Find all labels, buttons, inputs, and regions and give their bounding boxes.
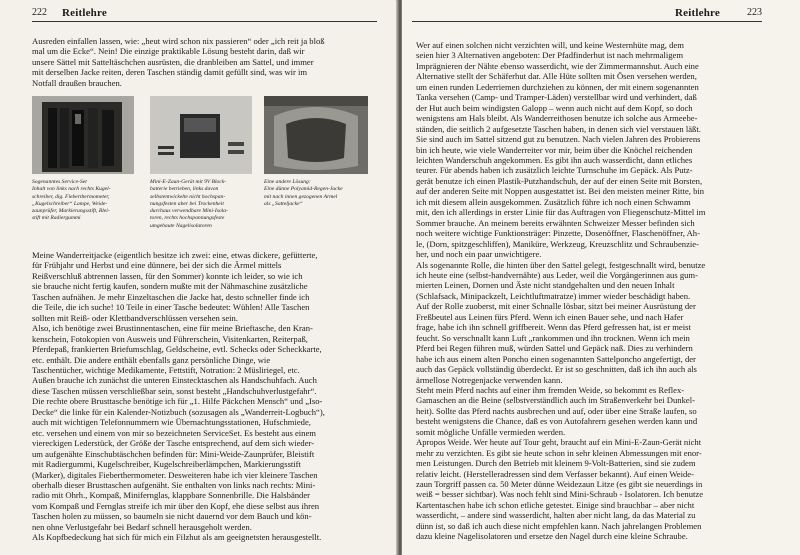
photo-mini-fence-device: [150, 96, 252, 174]
page-header: [412, 7, 762, 21]
text-line: dünn ist, so daß ich auch diese nicht empfehlen kann. Nach jahrelangen Problemen: [416, 520, 702, 531]
text-line: Pferd bei Regen führen muß, würden Sattel und Gepäck naß. Dies zu verhindern: [416, 343, 693, 354]
text-line: Steht mein Pferd nachts auf einer ihm fremden Weide, so bekommt es Reflex-: [416, 384, 685, 395]
text-line: Die rechte obere Brusttasche benötige ich für „1. Hilfe Päckchen Mensch“ und „Iso-: [32, 396, 323, 407]
text-line: nen ohne Verlustgefahr bei Bedarf schnell herausgeholt werden.: [32, 521, 252, 532]
photo-saddle-jacket: [264, 96, 368, 174]
body-text: [32, 250, 380, 543]
text-line: durchaus verwendbare Mini-Isola-: [150, 208, 228, 215]
text-line: als „Satteljacke“: [264, 200, 303, 207]
text-line: Als sogenannte Rolle, die hinten über den Sattel gelegt, festgeschnallt wird, benutze: [416, 259, 706, 270]
intro-paragraph: [32, 36, 380, 88]
text-line: dazu kleine Nagelisolatoren und ersetze den Nagel durch eine kleine Schraube.: [416, 531, 688, 542]
text-line: auch mit wichtigen Telefonnummern wie Übernachtungsstationen, Hufschmiede,: [32, 417, 311, 428]
text-line: ärmellose Notregenjacke verwenden kann.: [416, 374, 563, 385]
text-line: Freßbeutel aus Leinen fürs Pferd. Wenn ich einen Bauer sehe, und nach Hafer: [416, 311, 684, 322]
text-line: nungsfesten aber bei Trockenheit: [150, 200, 224, 207]
text-line: Decke“ die linke für ein Kalender-Notizbuch (sozusagen als „Wanderreit-Logbuch“),: [32, 406, 325, 417]
text-line: Wer auf einen solchen nicht verzichten will, und keine Westernhüte mag, dem: [416, 40, 684, 50]
text-line: (Schlafsack, Minipackzelt, Leichtluftmatratze) immer wieder beschädigt haben.: [416, 290, 691, 301]
text-line: Alternative stellt der Schäferhut dar. Alle Hüte sollten mit Ösen versehen werden,: [416, 71, 697, 82]
text-line: Auf der Rolle zuoberst, mit einer Schnalle lösbar, sitzt bei meiner Ausrüstung der: [416, 301, 696, 312]
text-line: toren, rechts hochspannungsfeste: [150, 215, 225, 222]
text-line: Taschen aufnähen. Je mehr Einzeltaschen die Jacke hat, desto schneller finde ich: [32, 291, 310, 302]
text-line: mit nach innen gezogenen Ärmel: [264, 193, 338, 200]
text-line: mit Radiergummi, Kugelschreiber, Kugelschreiberlämpchen, Markierungsstift: [32, 459, 301, 470]
running-head: Reitlehre: [675, 7, 720, 19]
body-text: [416, 40, 768, 542]
page-number: 222: [32, 7, 47, 18]
text-line: mierten Leinen, Dornen und Äste nicht standgehalten und den neuen Inhalt: [416, 280, 675, 291]
header-rule: [32, 21, 377, 22]
text-line: noch weitere wichtige Funktionsträger: Pinzette, Dosenöffner, Flaschenöffner, Ah-: [416, 228, 700, 239]
text-line: Eine andere Lösung:: [264, 179, 311, 185]
text-line: etc. enthält. Die andere enthält ebenfalls ganz persönliche Dinge, wie: [32, 354, 271, 365]
text-line: ich heute eine (selbst-handvernähte) aus Leder, weil die Vorgängerinnen aus gum-: [416, 269, 698, 280]
text-line: auch das Gepäck vollständig überdeckt. Er ist so geschnitten, daß ich ihn auch als: [416, 364, 697, 375]
text-line: men Leistungen. Durch den Betrieb mit kleinem 9-Volt-Batterien, sind sie zudem: [416, 458, 696, 469]
text-line: (Marker), digitales Fieberthermometer. Desweiteren habe ich vier kleinere Taschen: [32, 469, 318, 480]
photo-caption: [150, 179, 256, 230]
header-rule: [412, 21, 762, 22]
text-line: oberhalb dieser Brusttaschen aufgenäht. Sie enthalten von links nach rechts: Mini-: [32, 479, 316, 490]
text-line: kenschein, Fotokopien von Ausweis und Führerschein, Visitenkarten, Reiterpaß,: [32, 333, 308, 344]
text-line: Tanka versehen (Camp- und Tramper-Läden) verstellbar wird und verhindert, daß: [416, 92, 697, 103]
text-line: Imprägnieren der Nähte ebenso wasserdicht, wie der Zimmermannshut. Auch eine: [416, 60, 699, 71]
text-line: schreiber, dig. Fieberthermometer,: [32, 193, 110, 200]
text-line: zaunprüfer, Markierungsstift, Blei-: [32, 208, 110, 215]
text-line: gerät benutze ich einen Plastik-Putzhandschuh, der auf der einen Seite mit Borsten,: [416, 175, 703, 186]
text-line: Notfall draußen brauchen.: [32, 77, 122, 88]
text-line: Sogenanntes Service-Set: [32, 179, 87, 185]
text-line: teurer. Für abends haben ich zusätzlich leichte Turnschuhe im Gepäck. Als Putz-: [416, 165, 693, 176]
text-line: um aufgenähte Einschubtäschchen befinden für: Mini-Weide-Zaunprüfer, Bleistift: [32, 448, 315, 459]
text-line: zaun Torgriff passen ca. 50 Meter dünne Weidezaun Litze (es gibt sie neuerdings in: [416, 479, 703, 490]
text-line: die Teile, die ich suche! 10 Teile in einer Tasche bedeutet: Wühlen! Alle Taschen: [32, 302, 310, 313]
photo-row: [32, 96, 380, 246]
text-line: Gamaschen an die Beine (selbstverständlich auch im Straßenverkehr bei Dunkel-: [416, 395, 695, 406]
text-line: Außen brauche ich zunächst die unteren Einstecktaschen als Handschuhfach. Auch: [32, 375, 317, 386]
text-line: mehr zu verzichten. Es gibt sie heute schon in sehr kleinen Abmessungen mit enor-: [416, 447, 702, 458]
photo-caption: [264, 179, 368, 208]
text-line: radio mit Ohrh., Kompaß, Minifernglas, klappbare Sonnenbrille. Die Halsbänder: [32, 490, 311, 501]
text-line: Inhalt von links nach rechts Kugel-: [32, 186, 111, 193]
text-line: Meine Wanderreitjacke (eigentlich besitze ich zwei: eine, etwas dickere, gefütterte,: [32, 250, 318, 260]
text-line: vom Kompaß und Fernglas streife ich mir über den Kopf, ehe diese selbst aus ihren: [32, 500, 320, 511]
text-line: sie brauche nicht fertig kaufen, sondern mußte mit der Nähmaschine zusätzliche: [32, 281, 308, 292]
text-line: weiß = besser sichtbar). Was noch fehlt sind Mini-Schraub - Isolatoren. Ich benutze: [416, 489, 704, 500]
text-line: Eine dünne Polyamid-Regen-Jacke: [264, 186, 343, 193]
text-line: Sommer brauche. An meinem bereits erwähnten Schweizer Messer befinden sich: [416, 217, 695, 228]
text-line: Sie sind auch im Sattel sitzend gut zu benutzen. Nach vielen Jahren des Probierens: [416, 134, 701, 145]
text-line: viereckigen Lederstück, der Größe der Tasche entsprechend, auf dem sich wieder-: [32, 438, 315, 449]
text-line: für Frühjahr und Herbst und eine dünnere, bei der sich die Ärmel mittels: [32, 260, 282, 271]
text-line: um einen runden Lederriemen durchziehen zu können, der mit einem sogenannten: [416, 81, 699, 92]
text-line: heit). Sollte das Pferd nachts ausbrechen und auf, oder über eine Straße laufen, so: [416, 405, 697, 416]
text-line: Also, ich benötige zwei Brustinnentaschen, eine für meine Brieftasche, den Kran-: [32, 323, 313, 334]
text-line: feucht. So verschnallt kann Luft „rankommen und ihn trocknen. Wenn ich mein: [416, 332, 690, 343]
text-line: umgebaute Nagelisolatoren: [150, 222, 212, 229]
text-line: besteht wenigstens die Chance, daß es von Autofahrern gesehen werden kann und: [416, 416, 698, 427]
text-line: mit, den ich allerdings in erster Linie für das Auftragen von Fliegenschutz-Mittel im: [416, 207, 706, 218]
text-line: Kartentaschen habe ich schon etliche getestet. Einige sind brauchbar – aber nicht: [416, 499, 695, 510]
text-line: ich mit diesem allein ausgekommen. Zusätzlich führe ich noch einen Schwamm: [416, 196, 691, 207]
text-line: Taschen holen zu müssen, so baumeln sie nicht dauernd vor dem Bauch und kön-: [32, 511, 312, 522]
text-line: Als Kopfbedeckung hat sich für mich ein Filzhut als am geeignetsten herausgestellt.: [32, 532, 322, 543]
text-line: le, (Dorn, spitzgeschliffen), Maniküre, Werkzeug, Kreuzschlitz und Schraubenzie-: [416, 238, 699, 249]
text-line: unsere Sättel mit Satteltäschchen ausrüsten, die dranbleiben am Sattel, und immer: [32, 56, 314, 67]
page-header: [32, 7, 377, 21]
text-line: wasserdicht, – andere sind wasserdicht, halten aber nicht lang, da das Material zu: [416, 510, 696, 521]
text-line: frage, habe ich ihn schnell griffbereit. Wenn das Pferd gefressen hat, ist er meist: [416, 322, 691, 333]
text-line: auf der anderen Seite mit Noppen ausgestattet ist. Bei den meisten meiner Ritte, bin: [416, 186, 705, 197]
text-line: wenigstens am Hals bleibt. Als Wanderreithosen benutze ich solche aus Armeebe-: [416, 113, 698, 124]
text-line: her, und noch ein paar unwichtigere.: [416, 249, 542, 260]
page-number: 223: [747, 7, 762, 18]
text-line: habe ich aus einem alten Poncho einen sogenannten Sattelponcho angefertigt, der: [416, 353, 696, 364]
text-line: Apropos Weide. Wer heute auf Tour geht, braucht auf ein Mini-E-Zaun-Gerät nicht: [416, 437, 702, 448]
text-line: stift mit Radiergummi: [32, 215, 81, 222]
text-line: seien hier 3 Alternativen angeboten: Der Pfadfinderhut ist nach mehrmaligem: [416, 50, 684, 61]
text-line: „Kugelschreiber“ Lampe, Weide-: [32, 200, 108, 207]
text-line: Pferdepaß, frankierten Briefumschlag, Geldscheine, evtl. Schecks oder Scheckkarte,: [32, 344, 322, 355]
right-page: [402, 0, 800, 555]
text-line: mit derselben Jacke reiten, deren Taschen ständig damit gefüllt sind, was wir im: [32, 67, 308, 78]
text-line: selbstentwickelte nicht hochspan-: [150, 193, 226, 200]
text-line: sollten mit Reiß- oder Klettbandverschlüssen versehen sein.: [32, 312, 238, 323]
photo-service-set: [32, 96, 134, 174]
text-line: ständen, die seitlich 2 aufgesetzte Taschen haben, in denen sich viel verstauen läßt.: [416, 123, 701, 134]
text-line: Reißverschluß abtrennen lassen, für den Sommer) konnte ich leider, so wie ich: [32, 270, 303, 281]
text-line: Ausreden einfallen lassen, wie: „heut wird schon nix passieren“ oder „ich reit ja bloß: [32, 36, 325, 46]
photo-caption: [32, 179, 138, 223]
text-line: somit mögliche Unfälle vermieden werden.: [416, 426, 566, 437]
text-line: mal um die Ecke“. Nein! Die einzige praktikable Lösung besteht darin, daß wir: [32, 46, 305, 57]
text-line: Mini-E-Zaun-Gerät mit 9V Block-: [150, 179, 227, 185]
text-line: diese Taschen müssen verschließbar sein, sonst besteht „Handschuhverlustgefahr“.: [32, 385, 317, 396]
left-page: [0, 0, 398, 555]
text-line: der Hut auch beim windigsten Galopp – wenn auch nicht auf dem Kopf, so doch: [416, 102, 693, 113]
text-line: batterie betrieben, links davon: [150, 186, 219, 193]
text-line: leichten Wanderschuh angekommen. Es gibt ihn auch wasserdicht, dann etliches: [416, 154, 693, 165]
text-line: Taschentücher, wichtige Medikamente, Fettstift, Notration: 2 Müsliriegel, etc.: [32, 364, 300, 375]
text-line: bin ich heute, wie viele Wanderreiter vor mir, beim über die Knöchel reichenden: [416, 144, 693, 155]
running-head: Reitlehre: [62, 7, 107, 19]
text-line: etc. versehen und einem von mir so bezeichneten ServiceSet. Es besteht aus einem: [32, 427, 316, 438]
text-line: relativ leicht. (Herstelleradressen sind dem Verfasser bekannt). Auf einen Weide-: [416, 468, 694, 479]
